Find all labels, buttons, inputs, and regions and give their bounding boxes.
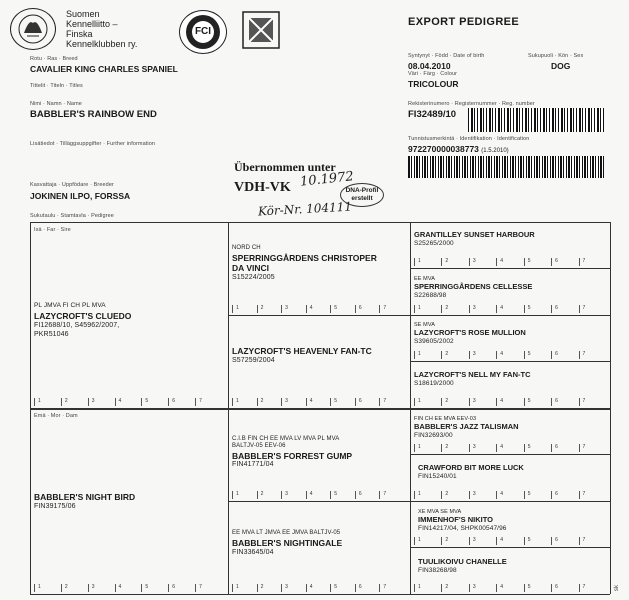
- health-box-number: 1: [414, 491, 441, 499]
- health-box-number: 1: [414, 537, 441, 545]
- reg-label: Rekisterinumero · Registernummer · Reg. number: [408, 101, 535, 107]
- ds-titles: C.I.B FIN CH EE MVA LV MVA PL MVA: [232, 436, 340, 442]
- health-box-number: 6: [551, 584, 578, 592]
- sd-reg: S57259/2004: [232, 357, 275, 364]
- dsd-reg: FIN15240/01: [418, 473, 457, 480]
- name-label: Nimi · Namn · Name: [30, 101, 82, 107]
- reg-value: FI32489/10: [408, 109, 457, 120]
- dd-titles: EE MVA LT JMVA EE JMVA BALTJV-05: [232, 530, 341, 536]
- health-box-number: 5: [141, 398, 168, 406]
- health-box-row: [34, 398, 222, 406]
- health-box-number: 3: [88, 398, 115, 406]
- health-box-number: 2: [441, 351, 468, 359]
- health-box-row: [34, 584, 222, 592]
- health-box-number: 5: [524, 398, 551, 406]
- health-box-row: [232, 491, 404, 499]
- dss-reg: FIN32693/00: [414, 432, 453, 439]
- health-box-number: 1: [34, 398, 61, 406]
- dob-label: Syntynyt · Född · Date of birth: [408, 53, 485, 59]
- health-box-number: 7: [579, 491, 606, 499]
- health-box-number: 2: [441, 444, 468, 452]
- health-box-number: 2: [441, 491, 468, 499]
- health-box-number: 6: [551, 537, 578, 545]
- health-box-number: 6: [551, 305, 578, 313]
- sd-name: LAZYCROFT'S HEAVENLY FAN-TC: [232, 346, 372, 356]
- health-box-number: 6: [551, 398, 578, 406]
- health-box-number: 1: [232, 491, 257, 499]
- dam-name: BABBLER'S NIGHT BIRD: [34, 492, 136, 502]
- health-box-number: 5: [524, 258, 551, 266]
- union-emblem-icon: [235, 6, 287, 54]
- health-box-number: 5: [141, 584, 168, 592]
- health-box-number: 3: [88, 584, 115, 592]
- reg-barcode: [468, 108, 604, 132]
- health-box-number: 1: [414, 584, 441, 592]
- health-box-number: 7: [379, 491, 404, 499]
- health-box-number: 2: [61, 584, 88, 592]
- id-date: (1.5.2010): [481, 148, 509, 154]
- health-box-number: 1: [232, 398, 257, 406]
- sdd-name: LAZYCROFT'S NELL MY FAN-TC: [414, 370, 531, 379]
- health-box-number: 1: [34, 584, 61, 592]
- fci-logo-icon: [179, 10, 227, 54]
- health-box-number: 2: [441, 584, 468, 592]
- health-box-number: 5: [330, 584, 355, 592]
- health-box-number: 3: [469, 491, 496, 499]
- health-box-number: 6: [355, 305, 380, 313]
- pedigree-label: Sukutaulu · Stamtavla · Pedigree: [30, 213, 114, 219]
- health-box-row: [232, 398, 404, 406]
- association-line2: Kennelliitto –: [66, 19, 118, 29]
- health-box-number: 4: [496, 584, 523, 592]
- ss-titles: NORD CH: [232, 245, 261, 251]
- health-box-number: 7: [579, 305, 606, 313]
- health-box-number: 3: [469, 398, 496, 406]
- breeder-value: JOKINEN ILPO, FORSSA: [30, 191, 131, 201]
- kennel-club-emblem-icon: [10, 8, 56, 50]
- health-box-number: 5: [524, 444, 551, 452]
- health-box-number: 3: [469, 351, 496, 359]
- health-box-number: 3: [281, 398, 306, 406]
- health-box-number: 6: [551, 444, 578, 452]
- health-box-number: 4: [306, 398, 331, 406]
- health-box-number: 2: [257, 491, 282, 499]
- id-label: Tunnistusmerkintä · Identifikation · Identification: [408, 136, 530, 142]
- health-box-number: 6: [355, 491, 380, 499]
- kennel-club-name: [66, 9, 137, 49]
- sds-reg: S39605/2002: [414, 338, 454, 345]
- health-box-number: 3: [469, 584, 496, 592]
- fci-logo-text: FCI: [194, 26, 212, 37]
- health-box-number: 6: [551, 258, 578, 266]
- health-box-number: 1: [414, 305, 441, 313]
- health-box-number: 2: [441, 305, 468, 313]
- sex-label: Sukupuoli · Kön · Sex: [528, 53, 584, 59]
- health-box-row: [414, 537, 606, 545]
- health-box-number: 7: [579, 444, 606, 452]
- health-box-number: 6: [551, 351, 578, 359]
- sss-name: GRANTILLEY SUNSET HARBOUR: [414, 230, 535, 239]
- health-box-number: 2: [61, 398, 88, 406]
- health-box-number: 7: [379, 584, 404, 592]
- sire-titles: PL JMVA FI CH PL MVA: [34, 302, 106, 309]
- health-box-number: 2: [257, 584, 282, 592]
- health-box-row: [414, 398, 606, 406]
- health-box-row: [232, 584, 404, 592]
- dds-titles: XE MVA SE MVA: [418, 509, 462, 515]
- health-box-number: 7: [579, 537, 606, 545]
- dd-reg: FIN33645/04: [232, 549, 274, 556]
- health-box-number: 4: [496, 258, 523, 266]
- health-box-number: 2: [441, 398, 468, 406]
- health-box-number: 2: [441, 258, 468, 266]
- health-box-number: 7: [579, 258, 606, 266]
- sex-value: DOG: [551, 61, 571, 71]
- sire-label: Isä · Far · Sire: [34, 227, 71, 233]
- health-box-number: 5: [330, 491, 355, 499]
- handwritten-kor-number: Kör-Nr. 104111: [257, 199, 353, 219]
- dog-name: BABBLER'S RAINBOW END: [30, 109, 157, 120]
- ssd-reg: S22688/98: [414, 292, 447, 299]
- health-box-number: 3: [281, 305, 306, 313]
- ssd-name: SPERRINGGÅRDENS CELLESSE: [414, 282, 533, 291]
- health-box-number: 4: [306, 584, 331, 592]
- health-box-number: 3: [469, 258, 496, 266]
- health-box-number: 6: [551, 491, 578, 499]
- association-line3: Finska: [66, 29, 93, 39]
- health-box-number: 3: [281, 491, 306, 499]
- ss-reg: S15224/2005: [232, 274, 275, 281]
- health-box-number: 4: [306, 305, 331, 313]
- health-box-number: 4: [115, 398, 142, 406]
- id-value: [408, 144, 509, 154]
- takeover-stamp-line1: Übernommen unter: [234, 160, 336, 174]
- corner-mark: sk: [614, 584, 621, 592]
- ss-name: SPERRINGGÅRDENS CHRISTOPER: [232, 253, 377, 263]
- health-box-number: 5: [524, 537, 551, 545]
- association-line4: Kennelklubben ry.: [66, 39, 138, 49]
- health-box-number: 2: [257, 398, 282, 406]
- health-box-number: 6: [168, 398, 195, 406]
- health-box-row: [414, 305, 606, 313]
- health-box-number: 1: [414, 444, 441, 452]
- health-box-row: [414, 444, 606, 452]
- health-box-number: 3: [469, 305, 496, 313]
- health-box-number: 7: [579, 398, 606, 406]
- ddd-name: TUULIKOIVU CHANELLE: [418, 557, 507, 566]
- health-box-number: 7: [379, 305, 404, 313]
- handwritten-vk-number: 10.1972: [299, 169, 355, 190]
- sire-reg2: PKR51046: [34, 331, 69, 338]
- health-box-row: [414, 258, 606, 266]
- health-box-number: 7: [579, 351, 606, 359]
- health-box-number: 7: [195, 584, 222, 592]
- health-box-number: 4: [115, 584, 142, 592]
- sdd-reg: S18619/2000: [414, 380, 454, 387]
- id-barcode: [408, 156, 604, 178]
- health-box-row: [414, 491, 606, 499]
- health-box-number: 6: [355, 398, 380, 406]
- breed-value: CAVALIER KING CHARLES SPANIEL: [30, 64, 178, 74]
- health-box-number: 4: [496, 444, 523, 452]
- health-box-number: 1: [232, 584, 257, 592]
- health-box-number: 1: [232, 305, 257, 313]
- health-box-number: 5: [330, 305, 355, 313]
- health-box-number: 6: [355, 584, 380, 592]
- dam-reg: FIN39175/06: [34, 503, 76, 510]
- titles-label: Tittelit · Titeln · Titles: [30, 83, 83, 89]
- sire-reg: FI12688/10, S45962/2007,: [34, 322, 120, 329]
- health-box-number: 5: [524, 491, 551, 499]
- ss-name-cont: DA VINCI: [232, 263, 269, 273]
- ds-name: BABBLER'S FORREST GUMP: [232, 451, 353, 461]
- dss-titles: FIN CH EE MVA EEV-03: [414, 416, 477, 422]
- health-box-number: 1: [414, 258, 441, 266]
- dd-name: BABBLER'S NIGHTINGALE: [232, 538, 343, 548]
- health-box-number: 4: [496, 491, 523, 499]
- dds-name: IMMENHOF'S NIKITO: [418, 515, 493, 524]
- dam-label: Emä · Mor · Dam: [34, 413, 78, 419]
- association-line1: Suomen: [66, 9, 100, 19]
- colour-label: Väri · Färg · Colour: [408, 71, 458, 77]
- health-box-number: 3: [469, 444, 496, 452]
- health-box-number: 3: [469, 537, 496, 545]
- health-box-number: 4: [496, 537, 523, 545]
- health-box-number: 5: [524, 584, 551, 592]
- colour-value: TRICOLOUR: [408, 79, 459, 89]
- id-number: 972270000038773: [408, 144, 479, 154]
- health-box-row: [414, 584, 606, 592]
- dss-name: BABBLER'S JAZZ TALISMAN: [414, 422, 519, 431]
- health-box-number: 4: [496, 351, 523, 359]
- ds-titles-cont: BALTJV-05 EEV-06: [232, 443, 286, 449]
- breed-label: Rotu · Ras · Breed: [30, 56, 78, 62]
- health-box-row: [232, 305, 404, 313]
- document-title: EXPORT PEDIGREE: [408, 16, 520, 28]
- breeder-label: Kasvattaja · Uppfödare · Breeder: [30, 182, 114, 188]
- health-box-number: 7: [579, 584, 606, 592]
- health-box-number: 1: [414, 351, 441, 359]
- health-box-number: 1: [414, 398, 441, 406]
- takeover-stamp-line2: VDH-VK: [234, 180, 291, 195]
- ssd-titles: EE MVA: [414, 276, 435, 282]
- dob-value: 08.04.2010: [408, 61, 451, 71]
- health-box-number: 5: [524, 351, 551, 359]
- health-box-number: 2: [257, 305, 282, 313]
- health-box-number: 6: [168, 584, 195, 592]
- dds-reg: FIN14217/04, SHPK00547/96: [418, 525, 507, 532]
- dsd-name: CRAWFORD BIT MORE LUCK: [418, 463, 524, 472]
- health-box-row: [414, 351, 606, 359]
- health-box-number: 7: [379, 398, 404, 406]
- health-box-number: 4: [306, 491, 331, 499]
- health-box-number: 4: [496, 305, 523, 313]
- health-box-number: 2: [441, 537, 468, 545]
- health-box-number: 5: [330, 398, 355, 406]
- sds-titles: SE MVA: [414, 322, 435, 328]
- health-box-number: 5: [524, 305, 551, 313]
- sire-name: LAZYCROFT'S CLUEDO: [34, 311, 132, 321]
- sds-name: LAZYCROFT'S ROSE MULLION: [414, 328, 526, 337]
- health-box-number: 4: [496, 398, 523, 406]
- health-box-number: 7: [195, 398, 222, 406]
- ddd-reg: FIN38268/98: [418, 567, 457, 574]
- further-info-label: Lisätiedot · Tilläggsuppgifter · Further information: [30, 141, 156, 147]
- sss-reg: S25265/2000: [414, 240, 454, 247]
- ds-reg: FIN41771/04: [232, 461, 274, 468]
- dna-profile-stamp: DNA-Profil erstellt: [340, 183, 384, 207]
- health-box-number: 3: [281, 584, 306, 592]
